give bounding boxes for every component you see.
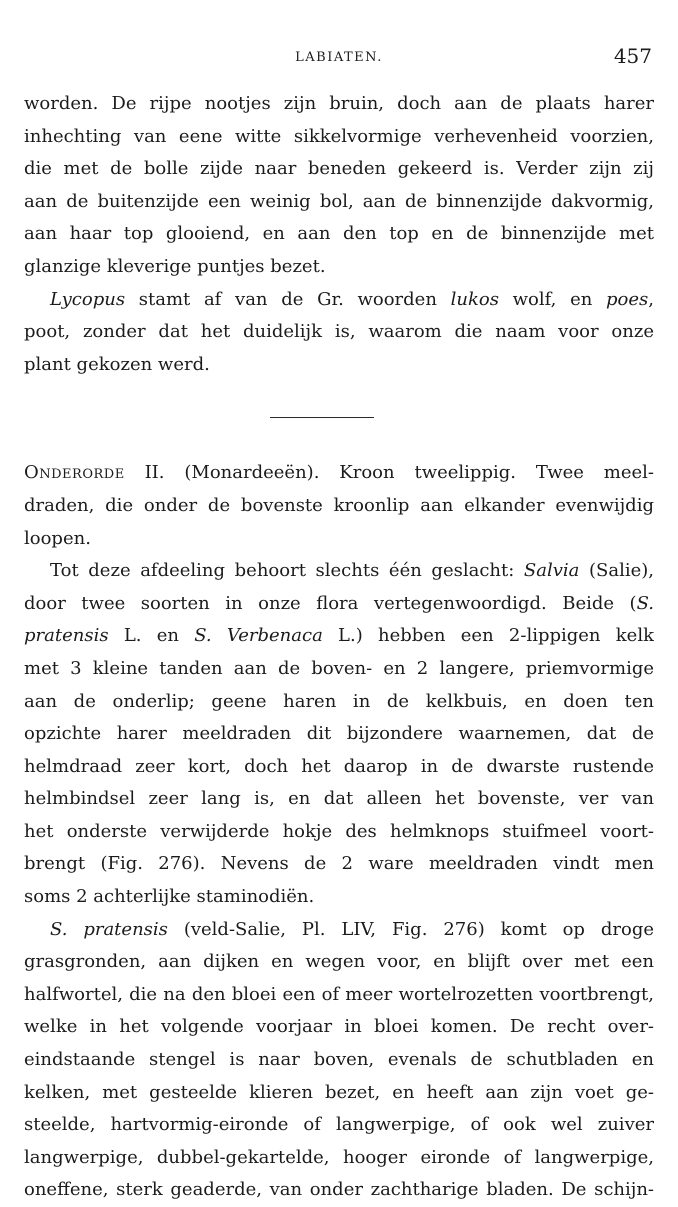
text-line: aan haar top glooiend, en aan den top en de binnenzijde met: [24, 223, 654, 245]
paragraph-salvia: [24, 555, 654, 914]
text-line: plant gekozen werd.: [24, 353, 210, 375]
text-line: [24, 555, 654, 588]
text-line: helmdraad zeer kort, doch het daarop in de dwarste rustende: [24, 755, 654, 777]
species-name: pratensis: [24, 625, 109, 647]
running-title: LABIATEN.: [295, 50, 383, 65]
page-header: [0, 44, 678, 74]
text-line: kelken, met gesteelde klieren bezet, en heeft aan zijn voet ge-: [24, 1081, 654, 1103]
text-line: oneffene, sterk geaderde, van onder zachtharige bladen. De schijn-: [24, 1179, 654, 1201]
text-line: draden, die onder de bovenste kroonlip aan elkander evenwijdig: [24, 494, 654, 516]
text-line: [24, 457, 654, 490]
page-number: 457: [613, 44, 652, 68]
text-run: II. (Monardeeën). Kroon tweelippig. Twee meel-: [124, 462, 654, 484]
text-run: wolf, en: [498, 288, 607, 310]
section-heading: Onderorde: [24, 462, 125, 484]
text-line: loopen.: [24, 527, 91, 549]
text-line: steelde, hartvormig-eironde of langwerpige, of ook wel zuiver: [24, 1114, 654, 1136]
species-name: S. Verbenaca: [194, 625, 323, 647]
text-line: met 3 kleine tanden aan de boven- en 2 langere, priemvormige: [24, 657, 654, 679]
text-run: Tot deze afdeeling behoort slechts één geslacht:: [50, 560, 524, 582]
text-line: helmbindsel zeer lang is, en dat alleen het bovenste, ver van: [24, 788, 654, 810]
text-line: langwerpige, dubbel-gekartelde, hooger eironde of langwerpige,: [24, 1146, 654, 1168]
genus-name: Salvia: [523, 560, 580, 582]
species-name: S.: [636, 592, 654, 614]
greek-word: poes: [606, 288, 649, 310]
text-line: inhechting van eene witte sikkelvormige verhevenheid voorzien,: [24, 125, 654, 147]
text-line: eindstaande stengel is naar boven, evenals de schutbladen en: [24, 1049, 654, 1071]
text-line: poot, zonder dat het duidelijk is, waarom die naam voor onze: [24, 321, 654, 343]
genus-name: Lycopus: [50, 288, 126, 310]
text-line: [24, 588, 654, 621]
paragraph-onderorde: [24, 457, 654, 555]
text-line: soms 2 achterlijke staminodiën.: [24, 886, 315, 908]
text-line: die met de bolle zijde naar beneden gekeerd is. Verder zijn zij: [24, 158, 654, 180]
text-run: (veld-Salie, Pl. LIV, Fig. 276) komt op droge: [167, 918, 654, 940]
species-name: S. pratensis: [50, 918, 168, 940]
text-line: grasgronden, aan dijken en wegen voor, en blijft over met een: [24, 951, 654, 973]
text-line: het onderste verwijderde hokje des helmknops stuifmeel voort-: [24, 820, 654, 842]
text-line: [24, 284, 654, 317]
body-text: [24, 88, 654, 1207]
text-line: opzichte harer meeldraden dit bijzondere waarnemen, dat de: [24, 723, 654, 745]
text-line: glanzige kleverige puntjes bezet.: [24, 255, 326, 277]
paragraph-nootjes: [24, 88, 654, 284]
text-run: door twee soorten in onze flora vertegenwoordigd. Beide (: [24, 592, 637, 614]
text-line: worden. De rijpe nootjes zijn bruin, doch aan de plaats harer: [24, 93, 654, 114]
horizontal-rule: [270, 417, 374, 418]
text-line: halfwortel, die na den bloei een of meer wortelrozetten voortbrengt,: [24, 983, 654, 1005]
text-line: welke in het volgende voorjaar in bloei komen. De recht over-: [24, 1016, 654, 1038]
text-run: L. en: [108, 625, 195, 647]
section-separator: [24, 381, 654, 457]
greek-word: lukos: [450, 288, 499, 310]
text-line: aan de onderlip; geene haren in de kelkbuis, en doen ten: [24, 690, 654, 712]
text-line: [24, 914, 654, 947]
text-line: aan de buitenzijde een weinig bol, aan de binnenzijde dakvormig,: [24, 190, 654, 212]
paragraph-lycopus: [24, 284, 654, 382]
text-line: brengt (Fig. 276). Nevens de 2 ware meeldraden vindt men: [24, 853, 654, 875]
text-run: ,: [648, 288, 654, 310]
paragraph-salvia-pratensis: [24, 914, 654, 1207]
text-run: (Salie),: [579, 560, 654, 582]
text-line: [24, 620, 654, 653]
text-run: stamt af van de Gr. woorden: [125, 288, 451, 310]
text-run: L.) hebben een 2-lippigen kelk: [322, 625, 654, 647]
